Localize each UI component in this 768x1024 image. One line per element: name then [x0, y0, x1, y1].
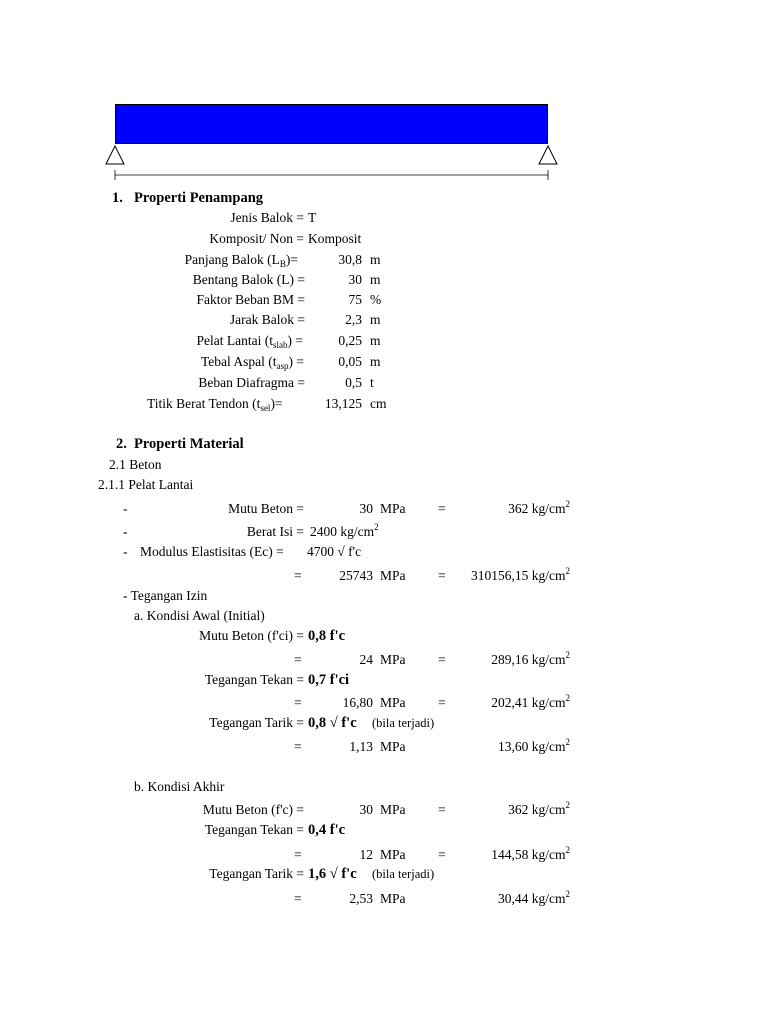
- mutu-beton-value2: 362 $kg/cm^2$: [508, 499, 570, 516]
- akhir-tekan-unit: MPa: [380, 847, 406, 862]
- modulus-unit: MPa: [380, 568, 406, 583]
- titik-berat-unit: cm: [370, 396, 387, 411]
- panjang-balok-value: 30,8: [338, 252, 362, 267]
- kondisi-awal-heading: a. Kondisi Awal (Initial): [134, 608, 265, 623]
- faktor-beban-value: 75: [348, 292, 362, 307]
- tebal-aspal-unit: m: [370, 354, 381, 369]
- akhir-mutu-value2: 362 $kg/cm^2$: [508, 800, 570, 817]
- tebal-aspal-label: Tebal Aspal $(t_{asp})$ =: [200, 354, 304, 371]
- mutu-beton-label: Mutu Beton =: [228, 501, 304, 516]
- berat-isi-value: 2400 $kg/cm^2$: [310, 522, 379, 539]
- left-support-icon: [106, 146, 124, 164]
- beban-diafragma-unit: t: [370, 375, 374, 390]
- jarak-balok-unit: m: [370, 312, 381, 327]
- awal-tarik-eq1: =: [294, 739, 302, 754]
- pelat-lantai-value: 0,25: [338, 333, 362, 348]
- akhir-tekan-label: Tegangan Tekan =: [204, 822, 304, 837]
- modulus-value: 25743: [339, 568, 373, 583]
- panjang-balok-unit: m: [370, 252, 381, 267]
- berat-isi-label: Berat Isi =: [246, 524, 304, 539]
- awal-mutu-label: Mutu Beton (f'ci) =: [199, 628, 304, 643]
- awal-tekan-formula: 0,7 f'ci: [308, 672, 350, 688]
- awal-tekan-eq2: =: [438, 695, 446, 710]
- modulus-eq1: =: [294, 568, 302, 583]
- akhir-tarik-value2: 30,44 $kg/cm^2$: [498, 889, 570, 906]
- akhir-tarik-formula: 1,6 √ f'c: [308, 866, 357, 882]
- section2-title: Properti Material: [134, 436, 244, 452]
- pelat-lantai-label: Pelat Lantai $(t_{slab})$ =: [196, 333, 303, 350]
- akhir-tekan-value: 12: [359, 847, 373, 862]
- awal-tarik-unit: MPa: [380, 739, 406, 754]
- bentang-balok-unit: m: [370, 272, 381, 287]
- akhir-tarik-value: 2,53: [349, 891, 373, 906]
- akhir-tekan-formula: 0,4 f'c: [308, 822, 346, 838]
- jenis-balok-value: T: [308, 210, 317, 225]
- mutu-beton-value: 30: [359, 501, 373, 516]
- titik-berat-label: Titik Berat Tendon $(t_{sel})=$: [147, 396, 283, 413]
- bentang-balok-value: 30: [348, 272, 362, 287]
- faktor-beban-label: Faktor Beban BM =: [196, 292, 305, 307]
- akhir-tarik-note: (bila terjadi): [372, 867, 435, 881]
- tegangan-izin-heading: - Tegangan Izin: [123, 588, 208, 603]
- awal-mutu-eq2: =: [438, 652, 446, 667]
- right-support-icon: [539, 146, 557, 164]
- tebal-aspal-value: 0,05: [338, 354, 362, 369]
- section2-number: 2.: [116, 436, 127, 452]
- jarak-balok-value: 2,3: [345, 312, 362, 327]
- akhir-mutu-eq: =: [438, 802, 446, 817]
- mutu-beton-dash: -: [123, 501, 128, 516]
- jenis-balok-label: Jenis Balok =: [230, 210, 304, 225]
- awal-tarik-formula: 0,8 √ f'c: [308, 715, 357, 731]
- panjang-balok-label: Panjang Balok $(L_B)=$: [184, 252, 298, 269]
- awal-mutu-unit: MPa: [380, 652, 406, 667]
- berat-isi-dash: -: [123, 524, 128, 539]
- jarak-balok-label: Jarak Balok =: [229, 312, 305, 327]
- modulus-eq2: =: [438, 568, 446, 583]
- awal-mutu-value: 24: [359, 652, 373, 667]
- awal-mutu-eq1: =: [294, 652, 302, 667]
- mutu-beton-eq: =: [438, 501, 446, 516]
- awal-tarik-note: (bila terjadi): [372, 716, 435, 730]
- awal-mutu-value2: 289,16 $kg/cm^2$: [491, 650, 570, 667]
- pelat-lantai-subheading: 2.1.1 Pelat Lantai: [98, 477, 194, 492]
- akhir-mutu-value: 30: [359, 802, 373, 817]
- titik-berat-value: 13,125: [324, 396, 362, 411]
- awal-tekan-value: 16,80: [342, 695, 373, 710]
- bentang-balok-label: Bentang Balok (L) =: [192, 272, 305, 287]
- awal-tekan-eq1: =: [294, 695, 302, 710]
- akhir-tarik-eq1: =: [294, 891, 302, 906]
- modulus-value2: 310156,15 $kg/cm^2$: [471, 566, 570, 583]
- awal-tarik-value2: 13,60 $kg/cm^2$: [498, 737, 570, 754]
- akhir-mutu-label: Mutu Beton (f'c) =: [202, 802, 304, 817]
- beban-diafragma-label: Beban Diafragma =: [198, 375, 305, 390]
- modulus-formula: 4700 √ f'c: [307, 544, 362, 559]
- awal-tarik-value: 1,13: [349, 739, 373, 754]
- akhir-tarik-unit: MPa: [380, 891, 406, 906]
- akhir-tekan-value2: 144,58 $kg/cm^2$: [491, 845, 570, 862]
- akhir-mutu-unit: MPa: [380, 802, 406, 817]
- beton-subheading: 2.1 Beton: [109, 457, 162, 472]
- mutu-beton-unit: MPa: [380, 501, 406, 516]
- akhir-tekan-eq1: =: [294, 847, 302, 862]
- section1-number: 1.: [112, 190, 123, 206]
- faktor-beban-unit: %: [370, 292, 382, 307]
- komposit-value: Komposit: [308, 231, 362, 246]
- section1-title: Properti Penampang: [134, 190, 264, 206]
- kondisi-akhir-heading: b. Kondisi Akhir: [134, 779, 225, 794]
- awal-tarik-label: Tegangan Tarik =: [209, 715, 304, 730]
- modulus-dash: -: [123, 544, 128, 559]
- modulus-label: Modulus Elastisitas (Ec) =: [140, 544, 284, 559]
- beam-supports-diagram: [0, 0, 768, 200]
- awal-tekan-value2: 202,41 $kg/cm^2$: [491, 693, 570, 710]
- akhir-tekan-eq2: =: [438, 847, 446, 862]
- awal-tekan-label: Tegangan Tekan =: [204, 672, 304, 687]
- komposit-label: Komposit/ Non =: [209, 231, 304, 246]
- awal-mutu-formula: 0,8 f'c: [308, 628, 346, 644]
- akhir-tarik-label: Tegangan Tarik =: [209, 866, 304, 881]
- awal-tekan-unit: MPa: [380, 695, 406, 710]
- beban-diafragma-value: 0,5: [345, 375, 362, 390]
- pelat-lantai-unit: m: [370, 333, 381, 348]
